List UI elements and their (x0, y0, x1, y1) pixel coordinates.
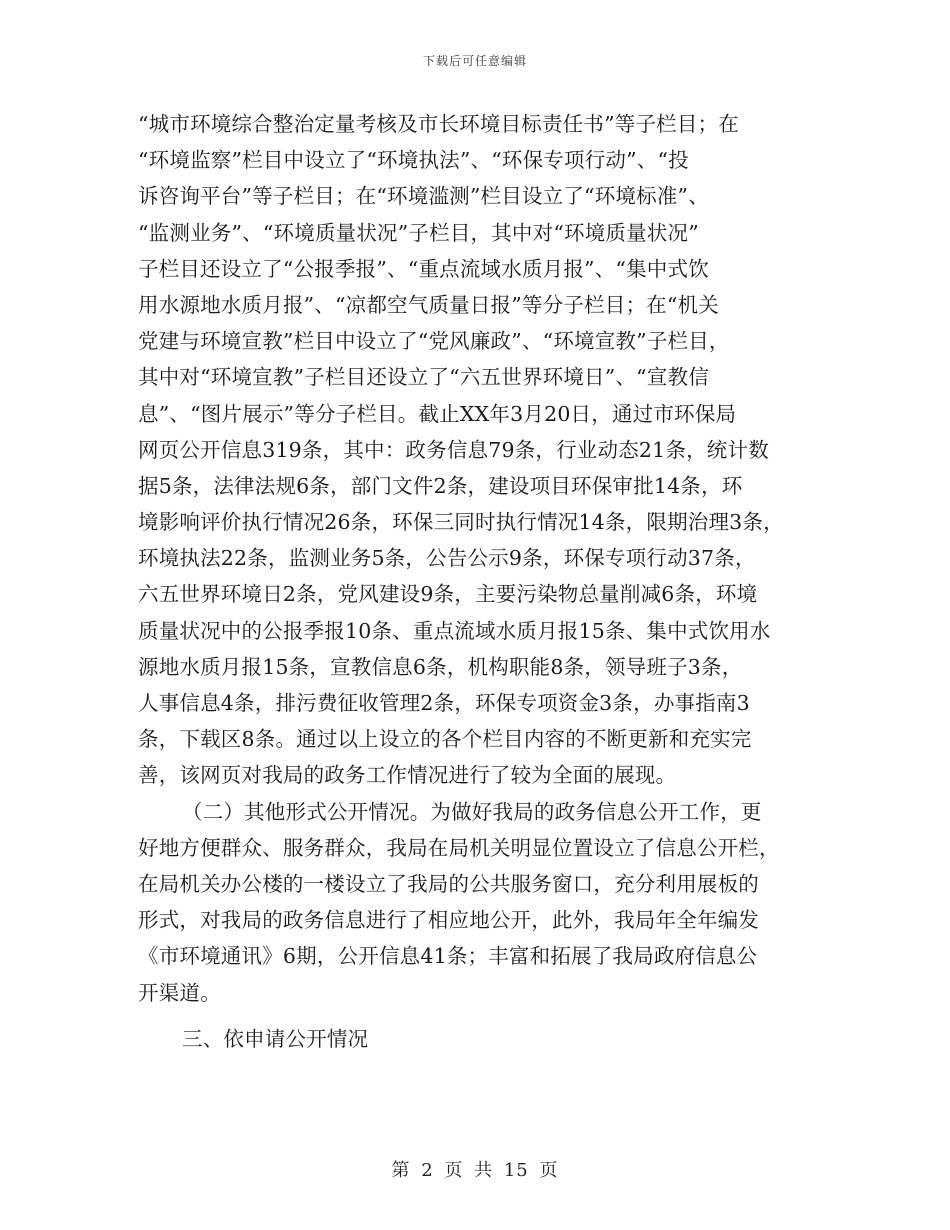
body-line: 人事信息4条，排污费征收管理2条，环保专项资金3条，办事指南3 (138, 691, 750, 715)
body-line: “城市环境综合整治定量考核及市长环境目标责任书”等子栏目；在 (138, 112, 739, 136)
body-line: 诉咨询平台”等子栏目；在“环境滥测”栏目设立了“环境标准”、 (138, 184, 709, 209)
body-line: 质量状况中的公报季报10条、重点流域水质月报15条、集中式饮用水 (138, 618, 771, 643)
body-line: 形式，对我局的政务信息进行了相应地公开，此外，我局年全年编发 (138, 908, 759, 933)
body-line: 网页公开信息319条，其中：政务信息79条，行业动态21条，统计数 (138, 437, 769, 462)
body-line: 条，下载区8条。通过以上设立的各个栏目内容的不断更新和充实完 (138, 727, 752, 752)
document-body (138, 106, 838, 1057)
body-line: 其中对“环境宣教”子栏目还设立了“六五世界环境日”、“宣教信 (138, 365, 709, 390)
body-line: 据5条，法律法规6条，部门文件2条，建设项目环保审批14条，环 (138, 473, 743, 498)
body-line: 好地方便群众、服务群众，我局在局机关明显位置设立了信息公开栏， (138, 835, 780, 860)
paragraph-first-line: （二）其他形式公开情况。为做好我局的政务信息公开工作，更 (182, 799, 762, 824)
body-line: 境影响评价执行情况26条，环保三同时执行情况14条，限期治理3条， (138, 510, 784, 535)
body-line: 用水源地水质月报”、“凉都空气质量日报”等分子栏目；在“机关 (138, 292, 719, 317)
body-line: “环境监察”栏目中设立了“环境执法”、“环保专项行动”、“投 (138, 148, 689, 173)
body-line: 开渠道。 (138, 980, 221, 1005)
body-line: 六五世界环境日2条，党风建设9条，主要污染物总量削减6条，环境 (138, 582, 758, 607)
body-line: “监测业务”、“环境质量状况”子栏目，其中对“环境质量状况” (138, 220, 699, 245)
body-line: 源地水质月报15条，宣教信息6条，机构职能8条，领导班子3条， (138, 654, 743, 679)
page-header: 下载后可任意编辑 (422, 54, 527, 68)
page-number-footer: 第 2 页 共 15 页 (391, 1160, 559, 1181)
body-line: 环境执法22条，监测业务5条，公告公示9条，环保专项行动37条， (138, 546, 756, 571)
section-heading: 三、依申请公开情况 (182, 1026, 369, 1051)
body-line: 党建与环境宣教”栏目中设立了“党风廉政”、“环境宣教”子栏目， (138, 329, 730, 354)
body-line: 善，该网页对我局的政务工作情况进行了较为全面的展现。 (138, 763, 677, 788)
body-line: 子栏目还设立了“公报季报”、“重点流域水质月报”、“集中式饮 (138, 256, 709, 281)
body-line: 在局机关办公楼的一楼设立了我局的公共服务窗口，充分利用展板的 (138, 871, 759, 896)
body-line: 息”、“图片展示”等分子栏目。截止XX年3月20日，通过市环保局 (138, 401, 737, 426)
body-line: 《市环境通讯》6期，公开信息41条；丰富和拓展了我局政府信息公 (138, 944, 758, 969)
